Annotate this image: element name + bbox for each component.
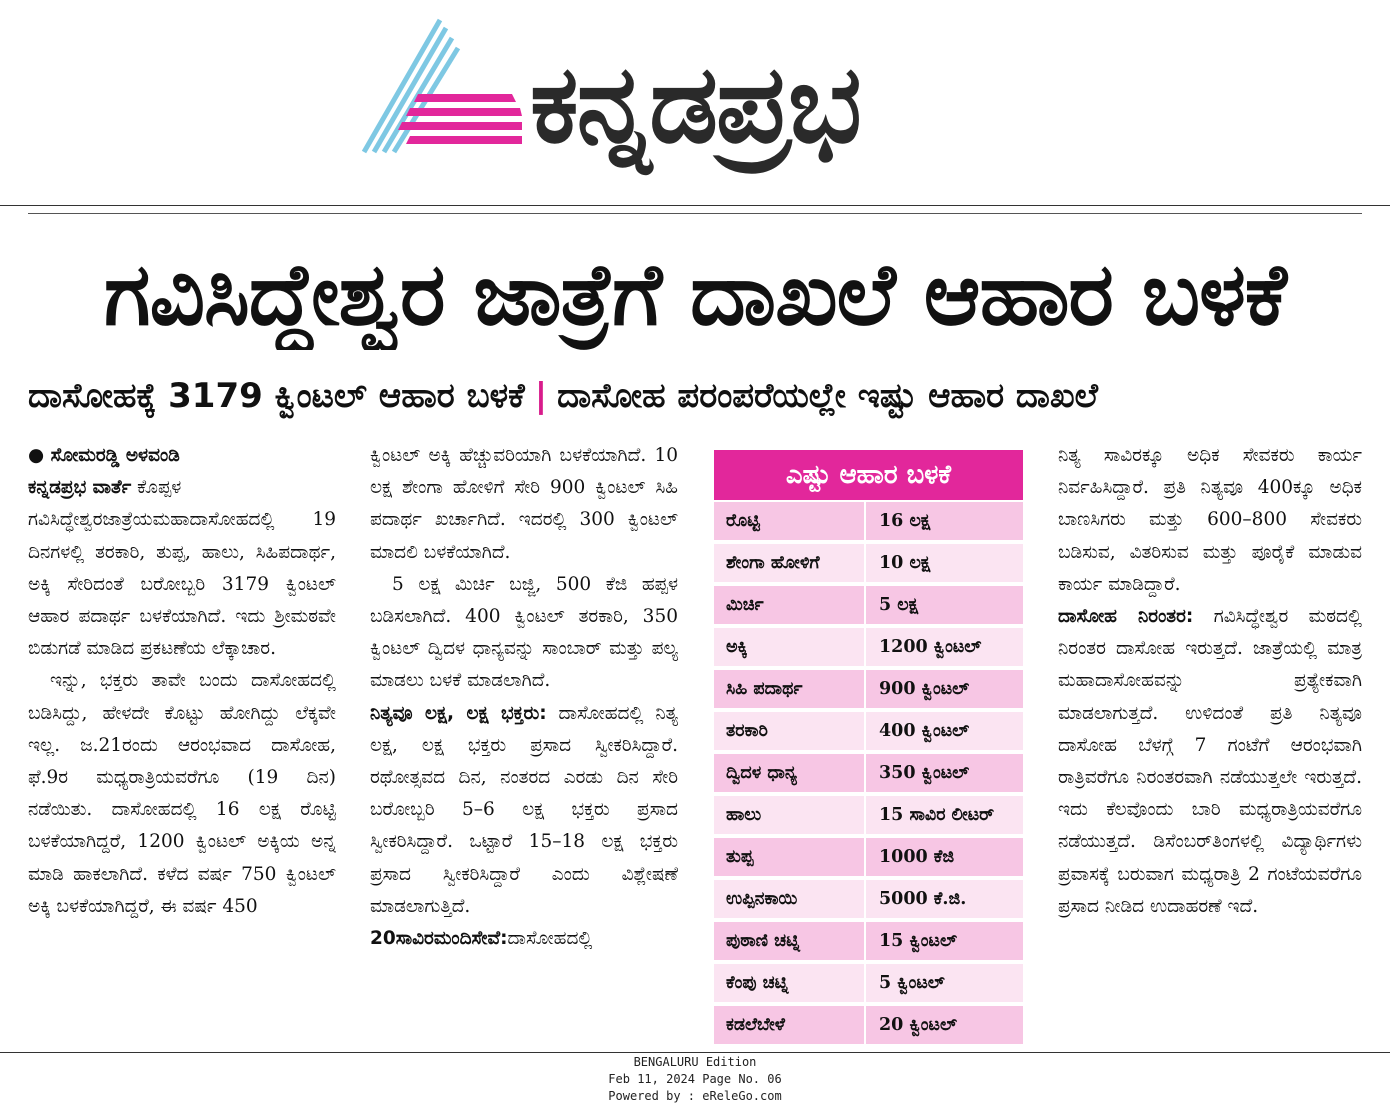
subheadline-separator: | <box>534 376 548 416</box>
table-cell-item: ಕಡಲೆಬೇಳೆ <box>714 1006 866 1044</box>
table-cell-quantity: 350 ಕ್ವಿಂಟಲ್ <box>866 754 1023 792</box>
paragraph: ಕ್ವಿಂಟಲ್ ಅಕ್ಕಿ ಹೆಚ್ಚುವರಿಯಾಗಿ ಬಳಕೆಯಾಗಿದೆ. 10 ಲಕ್ಷ ಶೇಂಗಾ ಹೋಳಿಗೆ ಸೇರಿ 900 ಕ್ವಿಂಟಲ್ ಸಿಹಿ ಪದಾರ್ಥ ಖರ್ಚಾಗಿದೆ. ಇದರಲ್ಲಿ 300 ಕ್ವಿಂಟಲ್ ಮಾದಲಿ ಬಳಕೆಯಾಗಿದೆ. <box>370 445 678 563</box>
headline: ಗವಿಸಿದ್ಧೇಶ್ವರ ಜಾತ್ರೆಗೆ ದಾಖಲೆ ಆಹಾರ ಬಳಕೆ <box>104 245 1286 345</box>
table-cell-quantity: 15 ಕ್ವಿಂಟಲ್ <box>866 922 1023 960</box>
table-row <box>714 626 1023 668</box>
table-cell-quantity: 16 ಲಕ್ಷ <box>866 502 1023 540</box>
table-cell-quantity: 1000 ಕೆಜಿ <box>866 838 1023 876</box>
paragraph: 5 ಲಕ್ಷ ಮಿರ್ಚಿ ಬಜ್ಜಿ, 500 ಕೆಜಿ ಹಪ್ಪಳ ಬಡಿಸಲಾಗಿದೆ. 400 ಕ್ವಿಂಟಲ್ ತರಕಾರಿ, 350 ಕ್ವಿಂಟಲ್ ದ್ವಿದಳ ಧಾನ್ಯವನ್ನು ಸಾಂಬಾರ್ ಮತ್ತು ಪಲ್ಯ ಮಾಡಲು ಬಳಕೆ ಮಾಡಲಾಗಿದೆ. <box>370 573 678 692</box>
table-cell-quantity: 20 ಕ್ವಿಂಟಲ್ <box>866 1006 1023 1044</box>
table-row <box>714 500 1023 542</box>
table-cell-item: ಅಕ್ಕಿ <box>714 628 866 666</box>
table-row <box>714 1004 1023 1046</box>
edition-label: BENGALURU Edition <box>633 1055 757 1069</box>
table-cell-item: ಕೆಂಪು ಚಟ್ನಿ <box>714 964 866 1002</box>
table-cell-quantity: 10 ಲಕ್ಷ <box>866 544 1023 582</box>
divider <box>0 205 1390 206</box>
table-row <box>714 962 1023 1004</box>
subheading: 20ಸಾವಿರಮಂದಿಸೇವೆ: <box>370 928 508 950</box>
table-cell-quantity: 1200 ಕ್ವಿಂಟಲ್ <box>866 628 1023 666</box>
table-row <box>714 920 1023 962</box>
page-footer <box>0 1054 1390 1105</box>
table-cell-quantity: 15 ಸಾವಿರ ಲೀಟರ್ <box>866 796 1023 834</box>
table-title: ಎಷ್ಟು ಆಹಾರ ಬಳಕೆ <box>714 450 1023 500</box>
paragraph: ಇನ್ನು, ಭಕ್ತರು ತಾವೇ ಬಂದು ದಾಸೋಹದಲ್ಲಿ ಬಡಿಸಿದ್ದು, ಹೇಳದೇ ಕೊಟ್ಟು ಹೋಗಿದ್ದು ಲೆಕ್ಕವೇ ಇಲ್ಲ. ಜ.21ರಂದು ಆರಂಭವಾದ ದಾಸೋಹ, ಫೆ.9ರ ಮಧ್ಯರಾತ್ರಿಯವರೆಗೂ (19 ದಿನ) ನಡೆಯಿತು. ದಾಸೋಹದಲ್ಲಿ 16 ಲಕ್ಷ ರೊಟ್ಟಿ ಬಳಕೆಯಾಗಿದ್ದರೆ, 1200 ಕ್ವಿಂಟಲ್ ಅಕ್ಕಿಯ ಅನ್ನ ಮಾಡಿ ಹಾಕಲಾಗಿದೆ. ಕಳೆದ ವರ್ಷ 750 ಕ್ವಿಂಟಲ್ ಅಕ್ಕಿ ಬಳಕೆಯಾಗಿದ್ದರೆ, ಈ ವರ್ಷ 450 <box>28 670 336 917</box>
divider <box>28 213 1362 214</box>
table-row <box>714 878 1023 920</box>
table-cell-item: ರೊಟ್ಟಿ <box>714 502 866 540</box>
paragraph: ಗವಿಸಿದ್ಧೇಶ್ವರಜಾತ್ರೆಯಮಹಾದಾಸೋಹದಲ್ಲಿ 19 ದಿನಗಳಲ್ಲಿ ತರಕಾರಿ, ತುಪ್ಪ, ಹಾಲು, ಸಿಹಿಪದಾರ್ಥ, ಅಕ್ಕಿ ಸೇರಿದಂತೆ ಬರೋಬ್ಬರಿ 3179 ಕ್ವಿಂಟಲ್ ಆಹಾರ ಪದಾರ್ಥ ಬಳಕೆಯಾಗಿದೆ. ಇದು ಶ್ರೀಮಠವೇ ಬಿಡುಗಡೆ ಮಾಡಿದ ಪ್ರಕಟಣೆಯ ಲೆಕ್ಕಾಚಾರ. <box>28 509 336 660</box>
masthead <box>0 0 1390 205</box>
food-usage-table <box>714 450 1023 1046</box>
subheading: ದಾಸೋಹ ನಿರಂತರ: <box>1058 606 1194 628</box>
paragraph <box>1058 601 1362 923</box>
date-page-label: Feb 11, 2024 Page No. 06 <box>608 1072 782 1086</box>
subheading: ನಿತ್ಯವೂ ಲಕ್ಷ, ಲಕ್ಷ ಭಕ್ತರು: <box>370 702 547 724</box>
table-row <box>714 794 1023 836</box>
article-column-3 <box>1058 440 1362 1036</box>
table-cell-item: ಶೇಂಗಾ ಹೋಳಿಗೆ <box>714 544 866 582</box>
paragraph <box>370 698 678 923</box>
article-column-2 <box>370 440 678 1036</box>
subheadline <box>28 368 1362 424</box>
table-row <box>714 668 1023 710</box>
dateline <box>28 472 336 504</box>
subheadline-right: ದಾಸೋಹ ಪರಂಪರೆಯಲ್ಲೇ ಇಷ್ಟು ಆಹಾರ ದಾಖಲೆ <box>557 376 1099 416</box>
table-cell-item: ತರಕಾರಿ <box>714 712 866 750</box>
table-cell-item: ಮಿರ್ಚಿ <box>714 586 866 624</box>
paragraph <box>370 923 678 955</box>
table-cell-item: ಹಾಲು <box>714 796 866 834</box>
paragraph-text: ದಾಸೋಹದಲ್ಲಿ ನಿತ್ಯ ಲಕ್ಷ, ಲಕ್ಷ ಭಕ್ತರು ಪ್ರಸಾದ ಸ್ವೀಕರಿಸಿದ್ದಾರೆ. ರಥೋತ್ಸವದ ದಿನ, ನಂತರದ ಎರಡು ದಿನ ಸೇರಿ ಬರೋಬ್ಬರಿ 5–6 ಲಕ್ಷ ಭಕ್ತರು ಪ್ರಸಾದ ಸ್ವೀಕರಿಸಿದ್ದಾರೆ. ಒಟ್ಟಾರೆ 15–18 ಲಕ್ಷ ಭಕ್ತರು ಪ್ರಸಾದ ಸ್ವೀಕರಿಸಿದ್ದಾರೆ ಎಂದು ವಿಶ್ಲೇಷಣೆ ಮಾಡಲಾಗುತ್ತಿದೆ. <box>370 702 678 917</box>
table-row <box>714 584 1023 626</box>
table-row <box>714 752 1023 794</box>
table-cell-item: ತುಪ್ಪ <box>714 838 866 876</box>
table-cell-quantity: 900 ಕ್ವಿಂಟಲ್ <box>866 670 1023 708</box>
table-cell-item: ಪುಠಾಣಿ ಚಟ್ನಿ <box>714 922 866 960</box>
table-row <box>714 710 1023 752</box>
table-row <box>714 836 1023 878</box>
table-cell-quantity: 5 ಲಕ್ಷ <box>866 586 1023 624</box>
table-cell-quantity: 400 ಕ್ವಿಂಟಲ್ <box>866 712 1023 750</box>
subheadline-left: ದಾಸೋಹಕ್ಕೆ 3179 ಕ್ವಿಂಟಲ್ ಆಹಾರ ಬಳಕೆ <box>28 376 525 416</box>
paragraph: ನಿತ್ಯ ಸಾವಿರಕ್ಕೂ ಅಧಿಕ ಸೇವಕರು ಕಾರ್ಯ ನಿರ್ವಹಿಸಿದ್ದಾರೆ. ಪ್ರತಿ ನಿತ್ಯವೂ 400ಕ್ಕೂ ಅಧಿಕ ಬಾಣಸಿಗರು ಮತ್ತು 600–800 ಸೇವಕರು ಬಡಿಸುವ, ವಿತರಿಸುವ ಮತ್ತು ಪೂರೈಕೆ ಮಾಡುವ ಕಾರ್ಯ ಮಾಡಿದ್ದಾರೆ. <box>1058 445 1362 595</box>
table-cell-quantity: 5 ಕ್ವಿಂಟಲ್ <box>866 964 1023 1002</box>
table-body <box>714 500 1023 1046</box>
table-row <box>714 542 1023 584</box>
masthead-title: ಕನ್ನಡಪ್ರಭ <box>530 42 860 167</box>
author-byline: ● ಸೋಮರಡ್ಡಿ ಅಳವಂಡಿ <box>28 445 180 466</box>
paragraph-text: ದಾಸೋಹದಲ್ಲಿ <box>507 928 593 950</box>
table-cell-quantity: 5000 ಕೆ.ಜಿ. <box>866 880 1023 918</box>
table-cell-item: ದ್ವಿದಳ ಧಾನ್ಯ <box>714 754 866 792</box>
article-column-1 <box>28 440 336 1036</box>
table-cell-item: ಉಪ್ಪಿನಕಾಯಿ <box>714 880 866 918</box>
paragraph-text: ಗವಿಸಿದ್ಧೇಶ್ವರ ಮಠದಲ್ಲಿ ನಿರಂತರ ದಾಸೋಹ ಇರುತ್ತದೆ. ಜಾತ್ರೆಯಲ್ಲಿ ಮಾತ್ರ ಮಹಾದಾಸೋಹವನ್ನು ಪ್ರತ್ಯೇಕವಾಗಿ ಮಾಡಲಾಗುತ್ತದೆ. ಉಳಿದಂತೆ ಪ್ರತಿ ನಿತ್ಯವೂ ದಾಸೋಹ ಬೆಳಗ್ಗೆ 7 ಗಂಟೆಗೆ ಆರಂಭವಾಗಿ ರಾತ್ರಿವರೆಗೂ ನಿರಂತರವಾಗಿ ನಡೆಯುತ್ತಲೇ ಇರುತ್ತದೆ. ಇದು ಕೆಲವೊಂದು ಬಾರಿ ಮಧ್ಯರಾತ್ರಿಯವರೆಗೂ ನಡೆಯುತ್ತದೆ. ಡಿಸೆಂಬರ್‌ತಿಂಗಳಲ್ಲಿ ವಿದ್ಯಾರ್ಥಿಗಳು ಪ್ರವಾಸಕ್ಕೆ ಬರುವಾಗ ಮಧ್ಯರಾತ್ರಿ 2 ಗಂಟೆಯವರೆಗೂ ಪ್ರಸಾದ ನೀಡಿದ ಉದಾಹರಣೆ ಇದೆ. <box>1058 606 1362 917</box>
kannadaprabha-logo-icon <box>362 16 522 156</box>
table-cell-item: ಸಿಹಿ ಪದಾರ್ಥ <box>714 670 866 708</box>
powered-by-label: Powered by : eReleGo.com <box>608 1089 782 1103</box>
divider <box>0 1052 1390 1053</box>
source-name: ಕನ್ನಡಪ್ರಭ ವಾರ್ತೆ <box>28 477 132 499</box>
source-place: ಕೊಪ್ಪಳ <box>137 477 182 499</box>
